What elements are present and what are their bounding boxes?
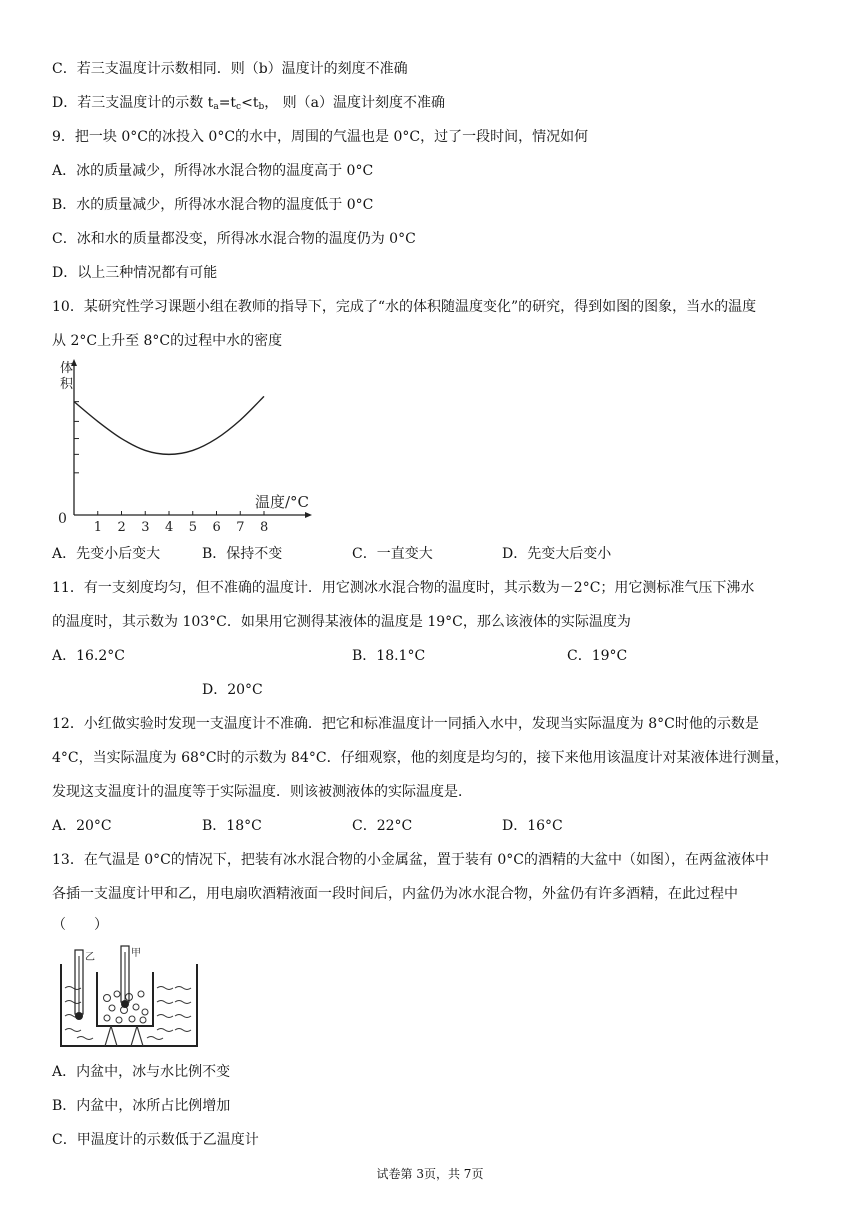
- q8-option-d-eq: =t: [218, 95, 237, 111]
- volume-temperature-chart: [50, 355, 330, 540]
- q8-sub-a: a: [213, 102, 219, 112]
- basin-thermometer-figure: [57, 942, 202, 1050]
- y-label-char-0: 体: [60, 361, 74, 376]
- x-tick-label-4: 4: [165, 520, 174, 535]
- q12-stem-line1: 12．小红做实验时发现一支温度计不准确．把它和标准温度计一同插入水中，发现当实际温度为 8°C时他的示数是: [52, 716, 759, 732]
- q13-stem-line1: 13．在气温是 0°C的情况下，把装有冰水混合物的小金属盆，置于装有 0°C的酒精的大盆中（如图），在两盆液体中: [52, 852, 769, 868]
- x-axis-label: 温度/°C: [255, 493, 310, 511]
- q8-option-d-lt: <t: [241, 95, 259, 111]
- q10-option-b: B．保持不变: [202, 546, 283, 562]
- x-tick-label-7: 7: [236, 520, 245, 535]
- q12-option-a: A．20°C: [52, 818, 112, 834]
- q12-option-d: D．16°C: [502, 818, 563, 834]
- page-footer: 试卷第 3页，共 7页: [376, 1167, 484, 1181]
- x-axis-arrow: [305, 512, 312, 518]
- q13-option-c: C．甲温度计的示数低于乙温度计: [52, 1132, 259, 1148]
- q12-stem-line3: 发现这支温度计的温度等于实际温度．则该被测液体的实际温度是．: [52, 784, 472, 800]
- alcohol-waves: [65, 987, 191, 1040]
- q12-stem-line2: 4°C，当实际温度为 68°C时的示数为 84°C．仔细观察，他的刻度是均匀的，接下来他用该温度计对某液体进行测量，: [52, 750, 789, 766]
- q9-option-d: D．以上三种情况都有可能: [52, 265, 218, 281]
- q13-answer-paren: （ ）: [52, 917, 108, 933]
- q8-sub-c: c: [236, 102, 242, 112]
- q11-option-b: B．18.1°C: [352, 648, 426, 664]
- x-tick-label-1: 1: [93, 520, 103, 535]
- q11-option-d: D．20°C: [202, 682, 263, 698]
- q9-option-c: C．冰和水的质量都没变，所得冰水混合物的温度仍为 0°C: [52, 231, 416, 247]
- q11-option-c: C．19°C: [567, 648, 628, 664]
- q9-option-b: B．水的质量减少，所得冰水混合物的温度低于 0°C: [52, 197, 374, 213]
- q9-option-a: A．冰的质量减少，所得冰水混合物的温度高于 0°C: [52, 163, 374, 179]
- q8-option-d-pre: D．若三支温度计的示数 t: [52, 95, 214, 111]
- q13-stem-line2: 各插一支温度计甲和乙，用电扇吹酒精液面一段时间后，内盆仍为冰水混合物，外盆仍有许多酒精，在此过程中: [52, 886, 738, 902]
- q8-option-c: C．若三支温度计示数相同．则（b）温度计的刻度不准确: [52, 61, 408, 77]
- x-tick-label-6: 6: [212, 520, 221, 535]
- label-yi: 乙: [85, 952, 95, 963]
- q13-option-b: B．内盆中，冰所占比例增加: [52, 1098, 231, 1114]
- label-jia: 甲: [131, 948, 141, 959]
- q13-option-a: A．内盆中，冰与水比例不变: [52, 1064, 231, 1080]
- q8-option-d: [52, 94, 445, 116]
- q10-option-a: A．先变小后变大: [52, 546, 161, 562]
- volume-curve: [74, 396, 264, 454]
- x-tick-label-8: 8: [260, 520, 269, 535]
- origin-label: 0: [58, 511, 67, 527]
- q12-option-b: B．18°C: [202, 818, 262, 834]
- q8-option-d-post: ， 则（a）温度计刻度不准确: [264, 95, 446, 111]
- q10-option-d: D．先变大后变小: [502, 546, 612, 562]
- q12-option-c: C．22°C: [352, 818, 413, 834]
- x-tick-label-2: 2: [117, 520, 126, 535]
- q11-stem-line2: 的温度时，其示数为 103°C．如果用它测得某液体的温度是 19°C，那么该液体的实际温度为: [52, 614, 631, 630]
- q11-stem-line1: 11．有一支刻度均匀，但不准确的温度计．用它测冰水混合物的温度时，其示数为－2°C；用它测标准气压下沸水: [52, 580, 755, 596]
- q10-stem-line1: 10．某研究性学习课题小组在教师的指导下，完成了“水的体积随温度变化”的研究，得到如图的图象，当水的温度: [52, 299, 757, 315]
- support-stand: [105, 1026, 143, 1046]
- q11-option-a: A．16.2°C: [52, 648, 125, 664]
- x-tick-label-3: 3: [141, 520, 150, 535]
- q10-stem-line2: 从 2°C上升至 8°C的过程中水的密度: [52, 333, 283, 349]
- y-label-char-1: 积: [60, 377, 74, 392]
- q9-stem: 9．把一块 0°C的冰投入 0°C的水中，周围的气温也是 0°C，过了一段时间，情况如何: [52, 129, 589, 145]
- q10-option-c: C．一直变大: [352, 546, 433, 562]
- q8-sub-b: b: [258, 102, 265, 112]
- x-tick-label-5: 5: [188, 520, 198, 535]
